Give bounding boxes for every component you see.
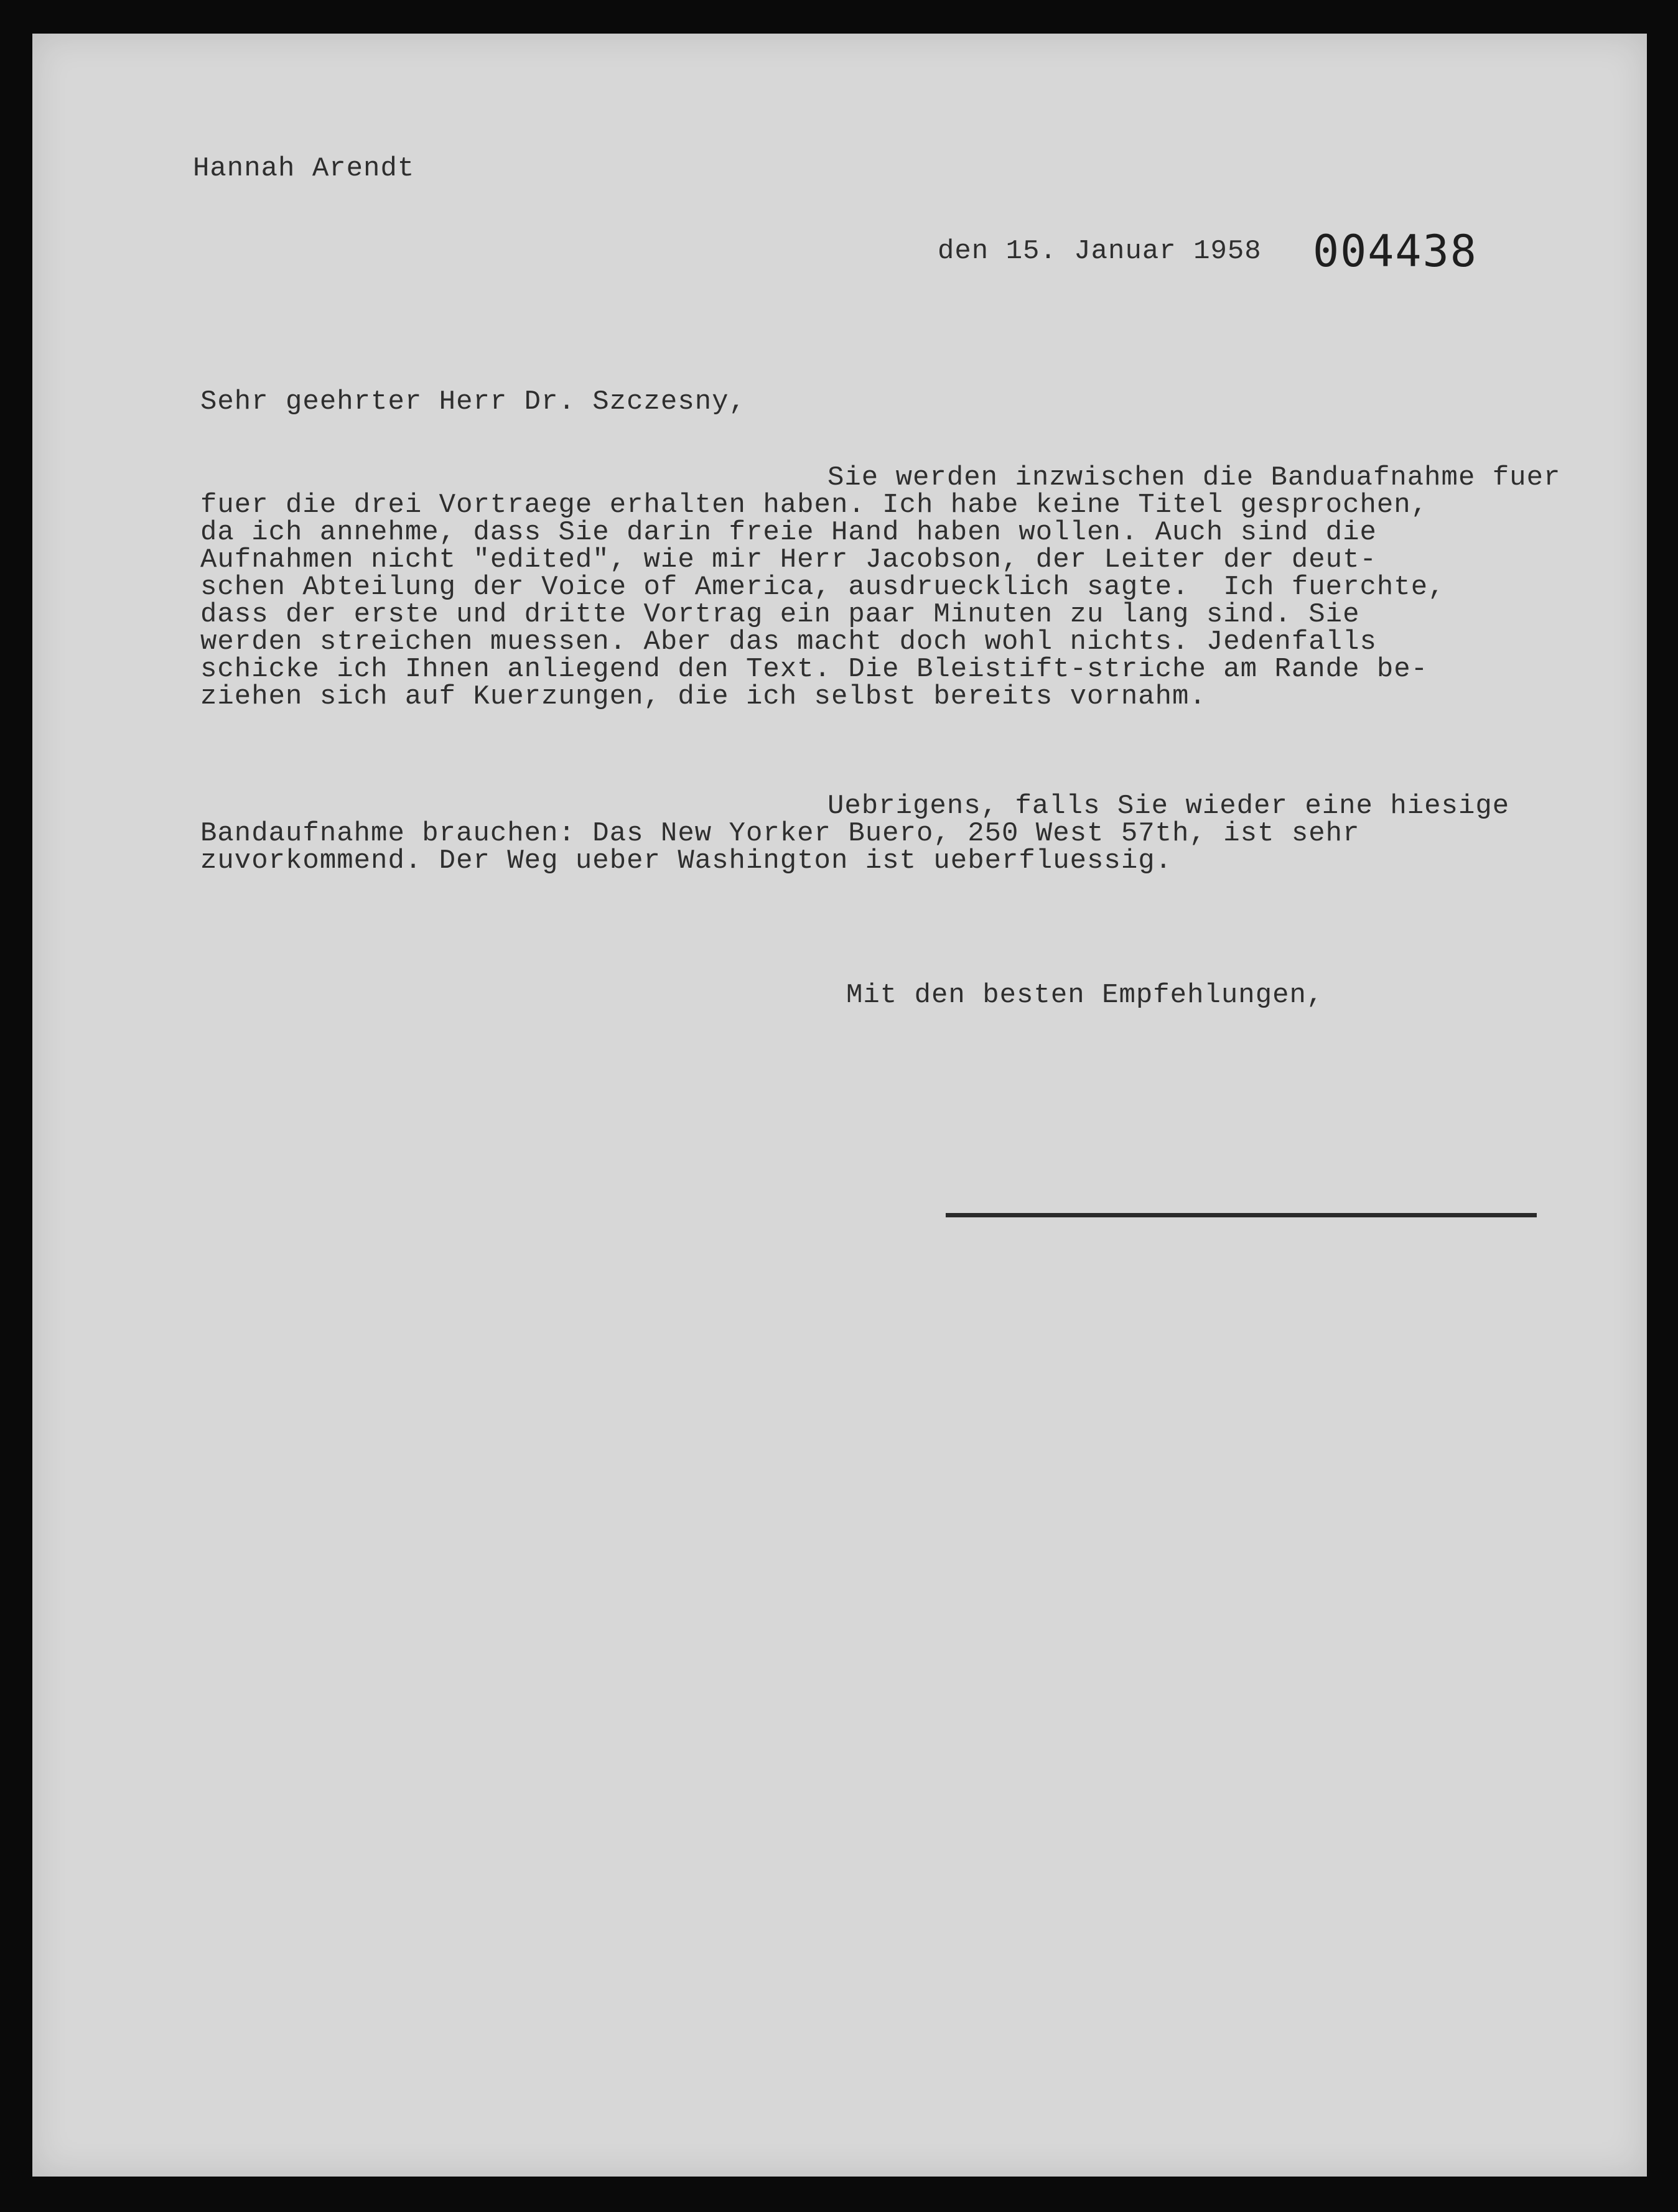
closing: Mit den besten Empfehlungen, [846,980,1324,1011]
paragraph-line: schen Abteilung der Voice of America, ausdruecklich sagte. Ich fuerchte, [200,572,1445,603]
paragraph-line: zuvorkommend. Der Weg ueber Washington ist ueberfluessig. [200,845,1173,876]
letter-date: den 15. Januar 1958 [938,236,1262,267]
paragraph-line: Bandaufnahme brauchen: Das New Yorker Buero, 250 West 57th, ist sehr [200,818,1360,849]
paragraph-line: ziehen sich auf Kuerzungen, die ich selbst bereits vornahm. [200,681,1206,712]
letter-page [32,34,1647,2177]
archive-number-stamp: 004438 [1313,226,1478,277]
paragraph-line: Uebrigens, falls Sie wieder eine hiesige [827,791,1510,822]
paragraph-line: Sie werden inzwischen die Banduafnahme fuer [827,462,1561,493]
salutation: Sehr geehrter Herr Dr. Szczesny, [200,386,746,417]
paragraph-line: fuer die drei Vortraege erhalten haben. Ich habe keine Titel gesprochen, [200,490,1429,521]
paragraph-line: da ich annehme, dass Sie darin freie Hand haben wollen. Auch sind die [200,517,1377,548]
signature-line [946,1213,1537,1217]
sender-name: Hannah Arendt [193,153,415,184]
paragraph-line: schicke ich Ihnen anliegend den Text. Die Bleistift-striche am Rande be- [200,654,1429,685]
paragraph-line: Aufnahmen nicht "edited", wie mir Herr Jacobson, der Leiter der deut- [200,544,1377,575]
paragraph-line: werden streichen muessen. Aber das macht doch wohl nichts. Jedenfalls [200,626,1377,658]
paragraph-line: dass der erste und dritte Vortrag ein paar Minuten zu lang sind. Sie [200,599,1360,630]
